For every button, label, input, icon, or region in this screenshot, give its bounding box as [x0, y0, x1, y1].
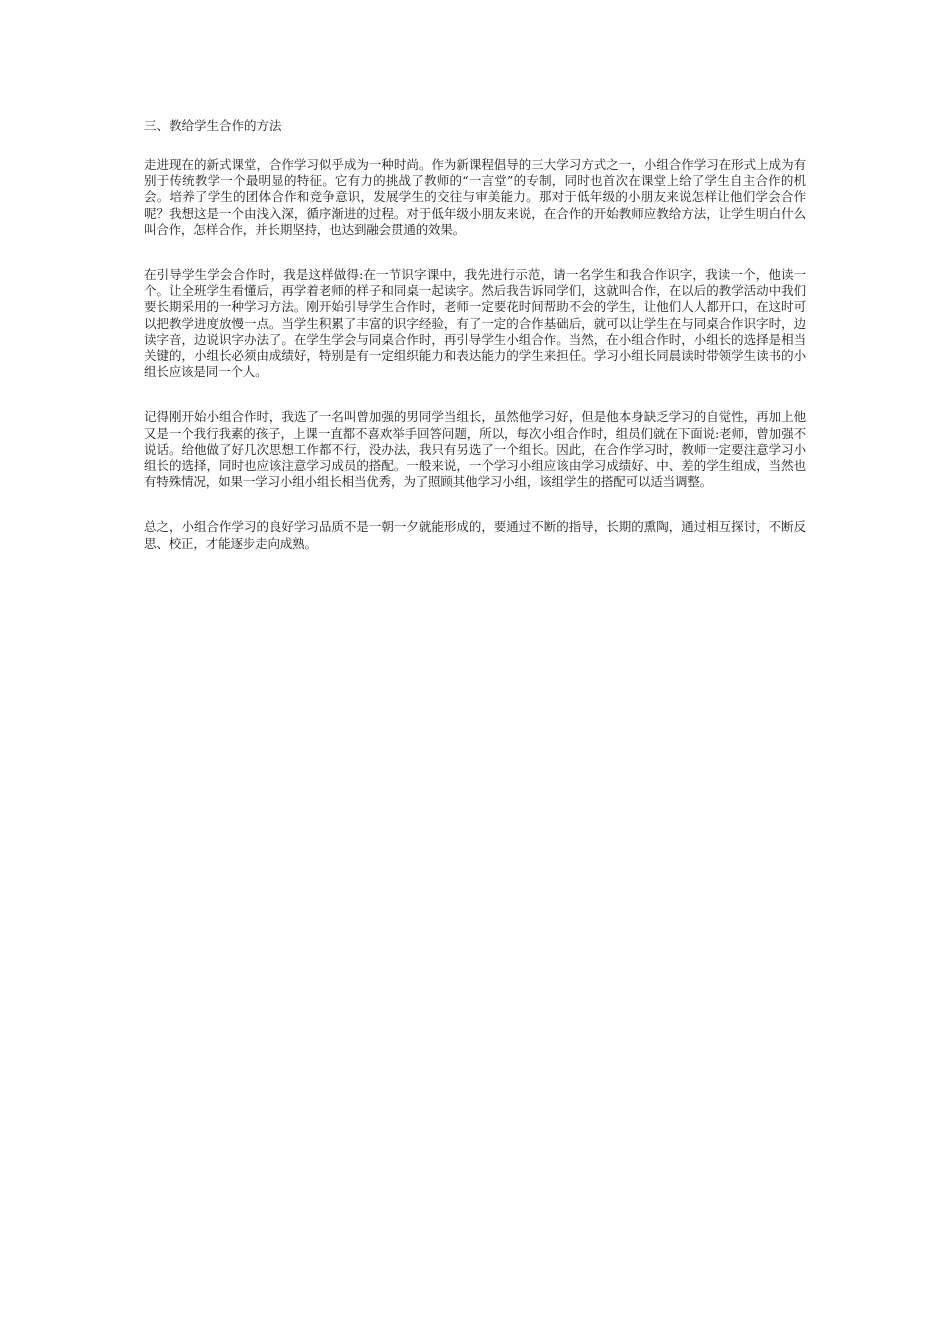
paragraph-4: 总之，小组合作学习的良好学习品质不是一朝一夕就能形成的，要通过不断的指导，长期的熏陶，通过相互探讨，不断反思、校正，才能逐步走向成熟。: [144, 519, 806, 551]
document-body: [144, 118, 806, 581]
paragraph-1: 走进现在的新式课堂，合作学习似乎成为一种时尚。作为新课程倡导的三大学习方式之一，小组合作学习在形式上成为有别于传统教学一个最明显的特征。它有力的挑战了教师的“一言堂”的专制，同时也首次在课堂上给了学生自主合作的机会。培养了学生的团体合作和竞争意识，发展学生的交往与审美能力。那对于低年级的小朋友来说怎样让他们学会合作呢？我想这是一个由浅入深，循序渐进的过程。对于低年级小朋友来说，在合作的开始教师应教给方法，让学生明白什么叫合作，怎样合作，并长期坚持，也达到融会贯通的效果。: [144, 157, 806, 237]
paragraph-2: 在引导学生学会合作时，我是这样做得:在一节识字课中，我先进行示范，请一名学生和我合作识字，我读一个，他读一个。让全班学生看懂后，再学着老师的样子和同桌一起读字。然后我告诉同学们，这就叫合作，在以后的教学活动中我们要长期采用的一种学习方法。刚开始引导学生合作时，老师一定要花时间帮助不会的学生，让他们人人都开口，在这时可以把教学进度放慢一点。当学生积累了丰富的识字经验，有了一定的合作基础后，就可以让学生在与同桌合作识字时，边读字音，边说识字办法了。在学生学会与同桌合作时，再引导学生小组合作。当然，在小组合作时，小组长的选择是相当关键的，小组长必须由成绩好，特别是有一定组织能力和表达能力的学生来担任。学习小组长同晨读时带领学生读书的小组长应该是同一个人。: [144, 267, 806, 380]
paragraph-3: 记得刚开始小组合作时，我选了一名叫曾加强的男同学当组长，虽然他学习好，但是他本身缺乏学习的自觉性，再加上他又是一个我行我素的孩子，上课一直都不喜欢举手回答问题，所以，每次小组合作时，组员们就在下面说:老师，曾加强不说话。给他做了好几次思想工作都不行，没办法，我只有另选了一个组长。因此，在合作学习时，教师一定要注意学习小组长的选择，同时也应该注意学习成员的搭配。一般来说，一个学习小组应该由学习成绩好、中、差的学生组成，当然也有特殊情况，如果一学习小组小组长相当优秀，为了照顾其他学习小组，该组学生的搭配可以适当调整。: [144, 409, 806, 490]
section-heading: 三、教给学生合作的方法: [144, 118, 282, 133]
